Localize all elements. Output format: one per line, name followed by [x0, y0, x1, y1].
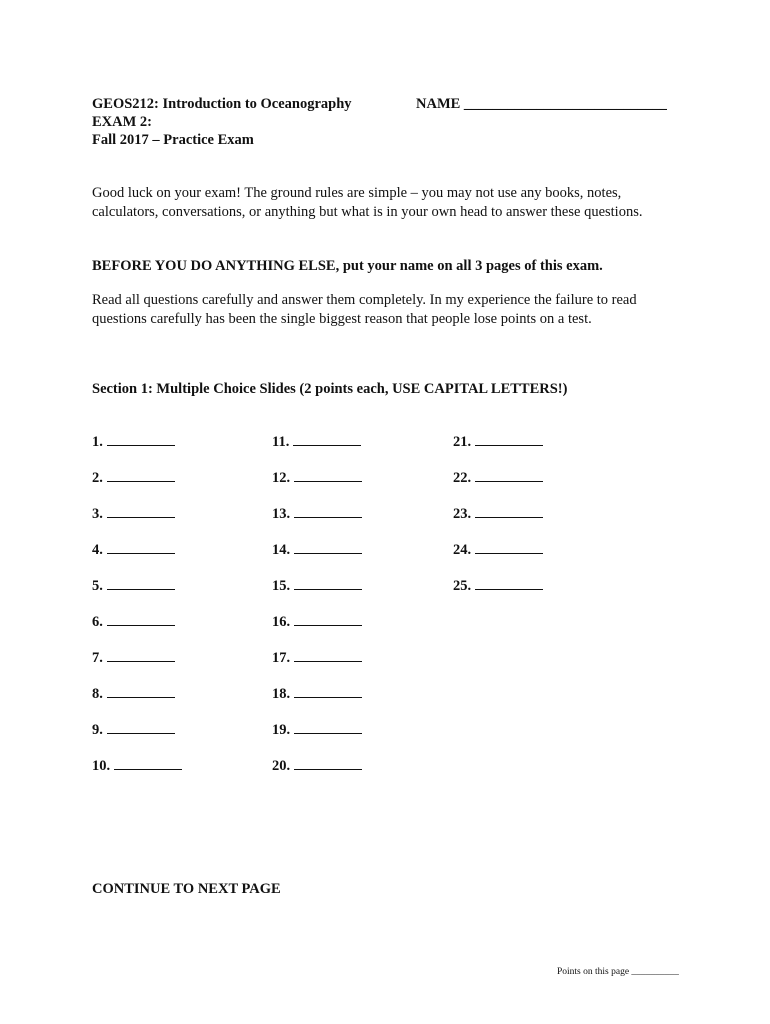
answer-line[interactable]	[272, 433, 361, 451]
answer-blank[interactable]	[475, 541, 543, 554]
question-number: 21.	[453, 434, 475, 450]
name-field[interactable]: NAME ____________________________	[416, 96, 667, 112]
answer-blank[interactable]	[107, 685, 175, 698]
answer-blank[interactable]	[294, 505, 362, 518]
answer-blank[interactable]	[107, 505, 175, 518]
continue-text: CONTINUE TO NEXT PAGE	[92, 881, 281, 897]
answer-line[interactable]	[272, 613, 362, 631]
question-number: 19.	[272, 722, 294, 738]
answer-line[interactable]	[92, 721, 175, 739]
answer-blank[interactable]	[107, 577, 175, 590]
answer-line[interactable]	[453, 541, 543, 559]
question-number: 15.	[272, 578, 294, 594]
answer-line[interactable]	[272, 469, 362, 487]
answer-blank[interactable]	[107, 433, 175, 446]
answer-line[interactable]	[92, 649, 175, 667]
question-number: 11.	[272, 434, 293, 450]
question-number: 3.	[92, 506, 107, 522]
question-number: 4.	[92, 542, 107, 558]
question-number: 10.	[92, 758, 114, 774]
question-number: 1.	[92, 434, 107, 450]
question-number: 14.	[272, 542, 294, 558]
question-number: 5.	[92, 578, 107, 594]
answer-line[interactable]	[272, 505, 362, 523]
answer-line[interactable]	[92, 757, 182, 775]
answer-blank[interactable]	[475, 505, 543, 518]
read-carefully-line-2: questions carefully has been the single biggest reason that people lose points on a test.	[92, 311, 592, 327]
question-number: 7.	[92, 650, 107, 666]
question-number: 13.	[272, 506, 294, 522]
answer-line[interactable]	[92, 469, 175, 487]
answer-line[interactable]	[453, 469, 543, 487]
answer-blank[interactable]	[294, 721, 362, 734]
question-number: 18.	[272, 686, 294, 702]
question-number: 23.	[453, 506, 475, 522]
answer-line[interactable]	[272, 649, 362, 667]
answer-blank[interactable]	[294, 757, 362, 770]
name-instruction: BEFORE YOU DO ANYTHING ELSE, put your name on all 3 pages of this exam.	[92, 258, 603, 274]
points-on-page: Points on this page __________	[557, 967, 679, 977]
answer-blank[interactable]	[294, 469, 362, 482]
answer-line[interactable]	[453, 505, 543, 523]
answer-blank[interactable]	[107, 721, 175, 734]
question-number: 24.	[453, 542, 475, 558]
question-number: 9.	[92, 722, 107, 738]
section-1-title: Section 1: Multiple Choice Slides (2 points each, USE CAPITAL LETTERS!)	[92, 381, 568, 397]
question-number: 16.	[272, 614, 294, 630]
answer-blank[interactable]	[293, 433, 361, 446]
question-number: 12.	[272, 470, 294, 486]
answer-blank[interactable]	[107, 541, 175, 554]
course-title: GEOS212: Introduction to Oceanography	[92, 96, 352, 112]
answer-line[interactable]	[92, 433, 175, 451]
question-number: 22.	[453, 470, 475, 486]
answer-line[interactable]	[92, 541, 175, 559]
answer-line[interactable]	[272, 721, 362, 739]
answer-blank[interactable]	[107, 649, 175, 662]
exam-number: EXAM 2:	[92, 114, 153, 130]
answer-line[interactable]	[92, 613, 175, 631]
answer-blank[interactable]	[475, 577, 543, 590]
answer-blank[interactable]	[294, 685, 362, 698]
question-number: 20.	[272, 758, 294, 774]
answer-line[interactable]	[272, 757, 362, 775]
answer-line[interactable]	[92, 577, 175, 595]
intro-line-2: calculators, conversations, or anything but what is in your own head to answer these questions.	[92, 204, 643, 220]
answer-line[interactable]	[453, 433, 543, 451]
answer-blank[interactable]	[294, 649, 362, 662]
answer-blank[interactable]	[114, 757, 182, 770]
question-number: 6.	[92, 614, 107, 630]
answer-blank[interactable]	[294, 613, 362, 626]
answer-line[interactable]	[453, 577, 543, 595]
intro-line-1: Good luck on your exam! The ground rules are simple – you may not use any books, notes,	[92, 185, 622, 201]
answer-blank[interactable]	[107, 613, 175, 626]
question-number: 17.	[272, 650, 294, 666]
exam-term: Fall 2017 – Practice Exam	[92, 132, 254, 148]
answer-blank[interactable]	[294, 577, 362, 590]
question-number: 2.	[92, 470, 107, 486]
answer-line[interactable]	[92, 685, 175, 703]
read-carefully-line-1: Read all questions carefully and answer them completely. In my experience the failure to read	[92, 292, 637, 308]
answer-line[interactable]	[272, 541, 362, 559]
answer-blank[interactable]	[107, 469, 175, 482]
answer-line[interactable]	[272, 577, 362, 595]
answer-line[interactable]	[272, 685, 362, 703]
answer-blank[interactable]	[475, 433, 543, 446]
answer-line[interactable]	[92, 505, 175, 523]
question-number: 25.	[453, 578, 475, 594]
answer-blank[interactable]	[294, 541, 362, 554]
question-number: 8.	[92, 686, 107, 702]
answer-blank[interactable]	[475, 469, 543, 482]
